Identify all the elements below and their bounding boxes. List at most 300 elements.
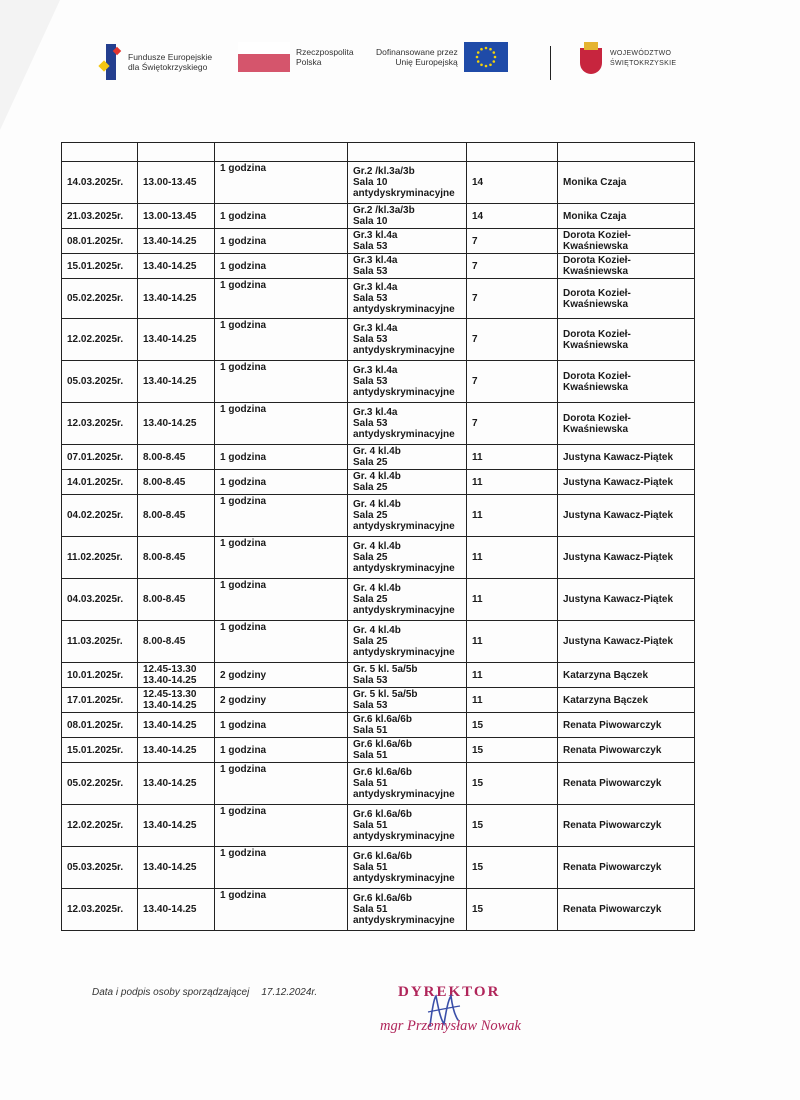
date-text: 12.02.2025r.	[67, 820, 124, 831]
rp-line1: Rzeczpospolita	[296, 47, 354, 57]
duration-text: 2 godziny	[220, 669, 267, 681]
group-cell	[348, 204, 467, 229]
group-line: antydyskryminacyjne	[353, 521, 455, 532]
time-cell	[138, 204, 215, 229]
date-text: 05.03.2025r.	[67, 862, 124, 873]
rp-caption	[296, 47, 354, 67]
group-line: Gr.6 kl.6a/6b	[353, 767, 412, 778]
teacher-cell	[558, 889, 695, 931]
group-cell	[348, 805, 467, 847]
group-line: antydyskryminacyjne	[353, 387, 455, 398]
table-row	[62, 495, 695, 537]
participants-count: 7	[472, 293, 478, 304]
table-row	[62, 162, 695, 204]
duration-text: 1 godzina	[220, 476, 267, 488]
time-text: 13.40-14.25	[143, 235, 197, 247]
date-cell	[62, 445, 138, 470]
participants-cell	[467, 621, 558, 663]
time-cell	[138, 688, 215, 713]
logo-strip	[98, 42, 698, 86]
duration-text: 1 godzina	[220, 496, 267, 507]
participants-cell	[467, 663, 558, 688]
duration-cell	[215, 847, 348, 889]
header-cell	[62, 143, 138, 162]
group-line: Gr.3 kl.4a	[353, 365, 398, 376]
table-row	[62, 889, 695, 931]
teacher-name: Dorota Kozieł-Kwaśniewska	[563, 412, 631, 435]
participants-count: 11	[472, 510, 483, 521]
duration-text: 1 godzina	[220, 404, 267, 415]
teacher-cell	[558, 537, 695, 579]
group-line: Sala 25	[353, 636, 388, 647]
fe-line1: Fundusze Europejskie	[128, 52, 213, 62]
time-cell	[138, 403, 215, 445]
duration-text: 1 godzina	[220, 806, 267, 817]
wk-line2: ŚWIĘTOKRZYSKIE	[610, 60, 677, 67]
date-cell	[62, 204, 138, 229]
participants-count: 15	[472, 744, 484, 756]
teacher-cell	[558, 847, 695, 889]
time-cell	[138, 537, 215, 579]
participants-count: 11	[472, 552, 483, 563]
participants-count: 14	[472, 210, 484, 222]
participants-cell	[467, 204, 558, 229]
time-cell	[138, 579, 215, 621]
group-line: Sala 25	[353, 510, 388, 521]
group-line: antydyskryminacyjne	[353, 429, 455, 440]
time-text: 8.00-8.45	[143, 552, 186, 563]
time-text: 8.00-8.45	[143, 451, 186, 463]
teacher-name: Justyna Kawacz-Piątek	[563, 552, 674, 563]
table-row	[62, 713, 695, 738]
header-cell	[467, 143, 558, 162]
date-cell	[62, 579, 138, 621]
time-text: 12.45-13.30	[143, 689, 197, 700]
time-text: 13.40-14.25	[143, 260, 197, 272]
teacher-cell	[558, 403, 695, 445]
duration-cell	[215, 579, 348, 621]
group-line: Gr.3 kl.4a	[353, 323, 398, 334]
table-row	[62, 738, 695, 763]
teacher-name: Katarzyna Bączek	[563, 669, 649, 681]
header-cell	[215, 143, 348, 162]
group-cell	[348, 162, 467, 204]
group-line: Gr. 5 kl. 5a/5b	[353, 689, 418, 700]
time-cell	[138, 470, 215, 495]
group-line: Gr.6 kl.6a/6b	[353, 851, 412, 862]
teacher-name: Monika Czaja	[563, 177, 627, 188]
participants-cell	[467, 229, 558, 254]
duration-text: 1 godzina	[220, 451, 267, 463]
date-text: 05.02.2025r.	[67, 293, 124, 304]
date-cell	[62, 162, 138, 204]
table-row	[62, 688, 695, 713]
date-text: 12.03.2025r.	[67, 904, 124, 915]
participants-count: 15	[472, 719, 484, 731]
participants-count: 7	[472, 334, 478, 345]
group-cell	[348, 445, 467, 470]
date-cell	[62, 403, 138, 445]
group-cell	[348, 663, 467, 688]
teacher-cell	[558, 495, 695, 537]
duration-text: 1 godzina	[220, 764, 267, 775]
group-cell	[348, 847, 467, 889]
teacher-cell	[558, 319, 695, 361]
participants-count: 11	[472, 451, 483, 463]
time-text: 13.40-14.25	[143, 744, 197, 756]
participants-count: 11	[472, 636, 483, 647]
group-line: Gr.6 kl.6a/6b	[353, 893, 412, 904]
teacher-name: Dorota Kozieł-Kwaśniewska	[563, 255, 631, 277]
duration-text: 1 godzina	[220, 260, 267, 272]
time-cell	[138, 162, 215, 204]
participants-cell	[467, 279, 558, 319]
group-cell	[348, 537, 467, 579]
table-row	[62, 445, 695, 470]
time-cell	[138, 229, 215, 254]
duration-text: 1 godzina	[220, 622, 267, 633]
teacher-cell	[558, 579, 695, 621]
date-text: 04.02.2025r.	[67, 510, 124, 521]
teacher-name: Katarzyna Bączek	[563, 694, 649, 706]
participants-count: 7	[472, 376, 478, 387]
time-cell	[138, 361, 215, 403]
table-row	[62, 279, 695, 319]
date-text: 11.03.2025r.	[67, 636, 123, 647]
group-line: Gr.2 /kl.3a/3b	[353, 166, 415, 177]
participants-cell	[467, 688, 558, 713]
group-line: Sala 53	[353, 675, 388, 686]
teacher-name: Renata Piwowarczyk	[563, 904, 662, 915]
duration-cell	[215, 738, 348, 763]
participants-count: 7	[472, 418, 478, 429]
teacher-cell	[558, 713, 695, 738]
participants-cell	[467, 713, 558, 738]
time-cell	[138, 805, 215, 847]
participants-count: 11	[472, 669, 483, 681]
teacher-name: Renata Piwowarczyk	[563, 820, 662, 831]
time-cell	[138, 889, 215, 931]
group-line: antydyskryminacyjne	[353, 605, 455, 616]
group-line: Sala 10	[353, 216, 388, 227]
date-cell	[62, 229, 138, 254]
header-cell	[558, 143, 695, 162]
time-text: 12.45-13.30	[143, 664, 197, 675]
voivodeship-logo	[578, 42, 676, 76]
teacher-name: Renata Piwowarczyk	[563, 744, 662, 756]
time-cell	[138, 763, 215, 805]
group-line: Gr. 4 kl.4b	[353, 499, 401, 510]
date-cell	[62, 319, 138, 361]
duration-cell	[215, 319, 348, 361]
date-cell	[62, 889, 138, 931]
teacher-name: Monika Czaja	[563, 210, 627, 222]
participants-count: 11	[472, 694, 483, 706]
participants-cell	[467, 805, 558, 847]
date-text: 17.01.2025r.	[67, 694, 124, 706]
table-row	[62, 229, 695, 254]
teacher-cell	[558, 254, 695, 279]
participants-cell	[467, 537, 558, 579]
group-cell	[348, 621, 467, 663]
group-line: Sala 51	[353, 820, 388, 831]
participants-count: 15	[472, 820, 484, 831]
group-cell	[348, 361, 467, 403]
time-text: 8.00-8.45	[143, 510, 186, 521]
teacher-name: Dorota Kozieł-Kwaśniewska	[563, 287, 631, 310]
group-cell	[348, 319, 467, 361]
time-cell	[138, 319, 215, 361]
participants-cell	[467, 403, 558, 445]
duration-cell	[215, 713, 348, 738]
date-text: 05.03.2025r.	[67, 376, 124, 387]
duration-text: 1 godzina	[220, 744, 267, 756]
logo-separator	[550, 46, 551, 80]
group-line: antydyskryminacyjne	[353, 188, 455, 199]
group-line: Sala 25	[353, 457, 388, 468]
duration-text: 1 godzina	[220, 362, 267, 373]
time-text: 13.40-14.25	[143, 862, 197, 873]
table-row	[62, 204, 695, 229]
group-line: Sala 53	[353, 241, 388, 252]
duration-cell	[215, 403, 348, 445]
group-line: Sala 25	[353, 552, 388, 563]
group-cell	[348, 279, 467, 319]
date-cell	[62, 279, 138, 319]
coat-of-arms-icon	[578, 42, 604, 76]
duration-cell	[215, 162, 348, 204]
teacher-cell	[558, 279, 695, 319]
table-row	[62, 663, 695, 688]
group-cell	[348, 470, 467, 495]
time-cell	[138, 495, 215, 537]
date-cell	[62, 495, 138, 537]
time-text: 13.40-14.25	[143, 820, 197, 831]
group-line: Sala 51	[353, 725, 388, 736]
duration-cell	[215, 688, 348, 713]
time-text: 13.40-14.25	[143, 293, 197, 304]
rp-logo	[238, 42, 354, 72]
teacher-cell	[558, 470, 695, 495]
group-line: Gr. 5 kl. 5a/5b	[353, 664, 418, 675]
group-cell	[348, 889, 467, 931]
time-text: 13.00-13.45	[143, 177, 197, 188]
poland-flag-icon	[238, 42, 290, 72]
group-line: Sala 53	[353, 334, 388, 345]
time-cell	[138, 279, 215, 319]
duration-cell	[215, 229, 348, 254]
table-row	[62, 763, 695, 805]
group-line: Sala 51	[353, 750, 388, 761]
teacher-name: Justyna Kawacz-Piątek	[563, 476, 674, 488]
duration-cell	[215, 621, 348, 663]
duration-cell	[215, 805, 348, 847]
date-cell	[62, 663, 138, 688]
teacher-cell	[558, 688, 695, 713]
table-row	[62, 537, 695, 579]
table-row	[62, 579, 695, 621]
teacher-cell	[558, 663, 695, 688]
teacher-cell	[558, 204, 695, 229]
date-text: 07.01.2025r.	[67, 451, 124, 463]
stamp-name: mgr Przemysław Nowak	[380, 1018, 521, 1034]
date-text: 10.01.2025r.	[67, 669, 124, 681]
group-line: antydyskryminacyjne	[353, 563, 455, 574]
participants-cell	[467, 361, 558, 403]
group-cell	[348, 738, 467, 763]
duration-cell	[215, 763, 348, 805]
duration-text: 1 godzina	[220, 163, 267, 174]
date-text: 08.01.2025r.	[67, 719, 124, 731]
group-cell	[348, 688, 467, 713]
date-text: 14.01.2025r.	[67, 476, 124, 488]
participants-cell	[467, 445, 558, 470]
group-cell	[348, 579, 467, 621]
participants-count: 15	[472, 862, 484, 873]
teacher-name: Justyna Kawacz-Piątek	[563, 636, 674, 647]
teacher-name: Renata Piwowarczyk	[563, 778, 662, 789]
group-line: antydyskryminacyjne	[353, 789, 455, 800]
group-line: Sala 53	[353, 418, 388, 429]
time-cell	[138, 847, 215, 889]
group-line: antydyskryminacyjne	[353, 304, 455, 315]
participants-cell	[467, 763, 558, 805]
duration-text: 1 godzina	[220, 210, 267, 222]
teacher-cell	[558, 621, 695, 663]
time-text: 13.40-14.25	[143, 376, 197, 387]
group-line: Gr.6 kl.6a/6b	[353, 739, 412, 750]
group-cell	[348, 229, 467, 254]
group-line: Sala 51	[353, 778, 388, 789]
teacher-cell	[558, 738, 695, 763]
duration-cell	[215, 279, 348, 319]
duration-cell	[215, 537, 348, 579]
group-line: Gr. 4 kl.4b	[353, 625, 401, 636]
fe-line2: dla Świętokrzyskiego	[128, 62, 208, 72]
time-text: 8.00-8.45	[143, 594, 186, 605]
teacher-name: Justyna Kawacz-Piątek	[563, 451, 674, 463]
time-text: 13.40-14.25	[143, 904, 197, 915]
date-text: 11.02.2025r.	[67, 552, 123, 563]
participants-count: 14	[472, 177, 484, 188]
group-line: Sala 53	[353, 700, 388, 711]
duration-text: 1 godzina	[220, 320, 267, 331]
participants-count: 15	[472, 778, 484, 789]
date-cell	[62, 621, 138, 663]
schedule-body	[62, 143, 695, 931]
participants-cell	[467, 495, 558, 537]
time-cell	[138, 738, 215, 763]
time-text: 13.40-14.25	[143, 675, 197, 686]
teacher-name: Dorota Kozieł-Kwaśniewska	[563, 230, 631, 252]
duration-text: 2 godziny	[220, 694, 267, 706]
time-text: 13.40-14.25	[143, 778, 197, 789]
time-text: 13.40-14.25	[143, 719, 197, 731]
date-text: 15.01.2025r.	[67, 260, 124, 272]
fe-caption	[128, 52, 212, 72]
date-text: 21.03.2025r.	[67, 210, 124, 222]
participants-cell	[467, 254, 558, 279]
schedule-table	[61, 142, 695, 931]
header-cell	[138, 143, 215, 162]
time-cell	[138, 254, 215, 279]
date-cell	[62, 254, 138, 279]
group-line: Gr. 4 kl.4b	[353, 541, 401, 552]
group-line: Sala 10	[353, 177, 388, 188]
table-row	[62, 805, 695, 847]
group-line: antydyskryminacyjne	[353, 647, 455, 658]
eu-flag-icon	[464, 42, 508, 72]
group-cell	[348, 763, 467, 805]
participants-count: 11	[472, 476, 483, 488]
date-text: 08.01.2025r.	[67, 235, 124, 247]
duration-cell	[215, 204, 348, 229]
fe-emblem-icon	[98, 42, 122, 82]
time-text: 13.40-14.25	[143, 700, 197, 711]
duration-cell	[215, 470, 348, 495]
group-line: Sala 25	[353, 482, 388, 493]
group-cell	[348, 403, 467, 445]
participants-cell	[467, 847, 558, 889]
group-line: Gr. 4 kl.4b	[353, 471, 401, 482]
time-text: 8.00-8.45	[143, 636, 186, 647]
duration-cell	[215, 254, 348, 279]
duration-text: 1 godzina	[220, 280, 267, 291]
time-cell	[138, 621, 215, 663]
group-line: Gr.6 kl.6a/6b	[353, 714, 412, 725]
group-cell	[348, 254, 467, 279]
participants-cell	[467, 162, 558, 204]
preparer-note	[92, 987, 317, 998]
teacher-cell	[558, 361, 695, 403]
wk-caption	[610, 49, 676, 69]
time-cell	[138, 445, 215, 470]
group-line: Sala 53	[353, 266, 388, 277]
teacher-name: Justyna Kawacz-Piątek	[563, 510, 674, 521]
group-line: Gr. 4 kl.4b	[353, 583, 401, 594]
table-header-row	[62, 143, 695, 162]
participants-count: 7	[472, 235, 478, 247]
table-row	[62, 319, 695, 361]
date-cell	[62, 763, 138, 805]
date-cell	[62, 688, 138, 713]
date-cell	[62, 738, 138, 763]
duration-text: 1 godzina	[220, 580, 267, 591]
teacher-name: Justyna Kawacz-Piątek	[563, 594, 674, 605]
date-text: 04.03.2025r.	[67, 594, 124, 605]
duration-cell	[215, 495, 348, 537]
teacher-name: Renata Piwowarczyk	[563, 719, 662, 731]
wk-line1: WOJEWÓDZTWO	[610, 50, 672, 57]
teacher-cell	[558, 445, 695, 470]
header-cell	[348, 143, 467, 162]
time-text: 8.00-8.45	[143, 476, 186, 488]
group-line: Gr.3 kl.4a	[353, 282, 398, 293]
time-text: 13.40-14.25	[143, 418, 197, 429]
group-line: Gr.3 kl.4a	[353, 230, 398, 241]
date-cell	[62, 361, 138, 403]
date-cell	[62, 847, 138, 889]
group-line: Gr.3 kl.4a	[353, 407, 398, 418]
duration-text: 1 godzina	[220, 848, 267, 859]
eu-logo	[376, 42, 508, 72]
duration-text: 1 godzina	[220, 235, 267, 247]
fe-logo	[98, 42, 212, 82]
table-row	[62, 254, 695, 279]
date-cell	[62, 805, 138, 847]
group-line: Gr.2 /kl.3a/3b	[353, 205, 415, 216]
teacher-name: Dorota Kozieł-Kwaśniewska	[563, 328, 631, 351]
